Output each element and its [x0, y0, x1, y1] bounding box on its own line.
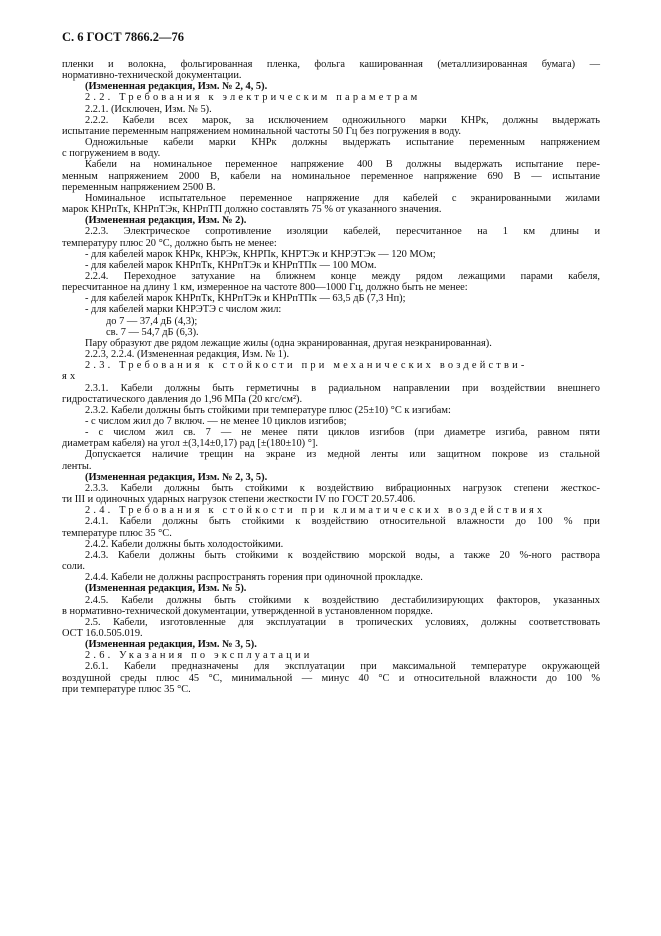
text-line: испытание переменным напряжением номинальной частоты 50 Гц без погружения в воду.	[62, 125, 462, 137]
text-line: ленты.	[62, 460, 92, 472]
amendment-note: (Измененная редакция, Изм. № 5).	[85, 583, 247, 595]
amendment-note: (Измененная редакция, Изм. № 2, 4, 5).	[85, 81, 268, 93]
list-item: - для кабелей марок КНРпТк, КНРпТЭк и КНРпТПк — 63,5 дБ (7,3 Нп);	[85, 293, 406, 305]
text-line: 2.4.2. Кабели должны быть холодостойкими.	[85, 538, 284, 550]
text-line: 2.2.1. (Исключен, Изм. № 5).	[85, 103, 212, 115]
section-heading: 2.2. Требования к электрическим параметрам	[85, 92, 421, 104]
text-line: пересчитанное на длину 1 км, измеренное на частоте 800—1000 Гц, должно быть не менее:	[62, 282, 468, 294]
text-line: Кабели на номинальное переменное напряжение 400 В должны выдержать испытание пере-	[85, 159, 600, 171]
list-item: - для кабелей марок КНРк, КНРЭк, КНРПк, КНРТЭк и КНРЭТЭк — 120 МОм;	[85, 248, 436, 260]
text-line: с погружением в воду.	[62, 148, 161, 160]
page-header: С. 6 ГОСТ 7866.2—76	[62, 30, 185, 44]
list-item: - для кабелей марок КНРпТк, КНРпТЭк и КНРпТПк — 100 МОм.	[85, 259, 377, 271]
text-line: пленки и волокна, фольгированная пленка, фольга кашированная (металлизированная бумага) —	[62, 59, 600, 70]
amendment-note: (Измененная редакция, Изм. № 2).	[85, 215, 247, 227]
text-line: температуру плюс 20 °С, должно быть не менее:	[62, 237, 277, 249]
text-line: 2.6.1. Кабели предназначены для эксплуатации при максимальной температуре окружающей	[85, 661, 600, 673]
list-subitem: св. 7 — 54,7 дБ (6,3).	[106, 326, 199, 338]
list-item: - с числом жил св. 7 — не менее пяти циклов изгибов (при диаметре изгиба, равном пяти	[85, 427, 600, 439]
section-heading-cont: ях	[62, 371, 79, 383]
text-line: 2.4.1. Кабели должны быть стойкими к воздействию относительной влажности до 100 % при	[85, 516, 600, 528]
document-body	[62, 59, 600, 695]
section-heading: 2.4. Требования к стойкости при климатических воздействиях	[85, 505, 546, 517]
list-item: - с числом жил до 7 включ. — не менее 10 циклов изгибов;	[85, 416, 347, 427]
text-line: 2.3.2. Кабели должны быть стойкими при температуре плюс (25±10) °С к изгибам:	[85, 404, 451, 416]
section-heading: 2.3. Требования к стойкости при механических воздействи-	[85, 360, 528, 372]
amendment-note: (Измененная редакция, Изм. № 2, 3, 5).	[85, 471, 268, 483]
text-line: ти III и одиночных ударных нагрузок степени жесткости IV по ГОСТ 20.57.406.	[62, 494, 416, 506]
text-line: 2.5. Кабели, изготовленные для эксплуатации в тропических условиях, должны соответствовать	[85, 616, 600, 628]
text-line: воздушной среды плюс 45 °С, минимальной — минус 40 °С и относительной влажности до 100 %	[62, 672, 600, 684]
text-line: соли.	[62, 561, 86, 573]
section-heading: 2.6. Указания по эксплуатации	[85, 650, 313, 662]
text-line: Пару образуют две рядом лежащие жилы (одна экранированная, другая неэкранированная).	[85, 337, 492, 349]
text-line: Одножильные кабели марки КНРк должны выдержать испытание переменным напряжением	[85, 137, 600, 149]
text-line: 2.2.4. Переходное затухание на ближнем конце между рядом лежащими парами кабеля,	[85, 270, 600, 282]
text-line: менным напряжением 2000 В, кабели на номинальное переменное напряжение 690 В — испытание	[62, 170, 600, 182]
text-line: диаметрам кабеля) на угол ±(3,14±0,17) рад [±(180±10) °].	[62, 438, 318, 450]
text-line: 2.2.2. Кабели всех марок, за исключением одножильного марки КНРк, должны выдержать	[85, 114, 600, 126]
amendment-note: (Измененная редакция, Изм. № 3, 5).	[85, 639, 257, 651]
list-subitem: до 7 — 37,4 дБ (4,3);	[106, 315, 198, 327]
text-line: 2.4.4. Кабели не должны распространять горения при одиночной прокладке.	[85, 572, 423, 584]
text-line: 2.3.3. Кабели должны быть стойкими к воздействию вибрационных нагрузок степени жесткос-	[85, 482, 600, 494]
text-line: температуре плюс 35 °С.	[62, 527, 172, 539]
text-line: 2.3.1. Кабели должны быть герметичны в радиальном направлении при воздействии внешнего	[85, 382, 600, 394]
text-line: марок КНРпТк, КНРпТЭк, КНРпТП должно составлять 75 % от указанного значения.	[62, 204, 442, 216]
text-line: 2.4.5. Кабели должны быть стойкими к воздействию дестабилизирующих факторов, указанных	[85, 594, 600, 606]
text-line: в нормативно-технической документации, утвержденной в установленном порядке.	[62, 605, 433, 617]
text-line: Номинальное испытательное переменное напряжение для кабелей с экранированными жилами	[85, 192, 600, 204]
text-line: гидростатического давления до 1,96 МПа (20 кгс/см²).	[62, 393, 303, 405]
text-line: при температуре плюс 35 °С.	[62, 683, 191, 695]
amendment-note: 2.2.3, 2.2.4. (Измененная редакция, Изм. № 1).	[85, 349, 290, 361]
text-line: 2.4.3. Кабели должны быть стойкими к воздействию морской воды, а также 20 %-ного раствора	[85, 549, 600, 561]
text-line: переменным напряжением 2500 В.	[62, 181, 216, 193]
list-item: - для кабелей марки КНРЭТЭ с числом жил:	[85, 304, 282, 316]
text-line: 2.2.3. Электрическое сопротивление изоляции кабелей, пересчитанное на 1 км длины и	[85, 226, 600, 238]
text-line: ОСТ 16.0.505.019.	[62, 627, 143, 639]
text-line: нормативно-технической документации.	[62, 70, 242, 82]
text-line: Допускается наличие трещин на экране из медной ленты или защитном покрове из стальной	[85, 449, 600, 461]
document-page	[62, 30, 600, 695]
